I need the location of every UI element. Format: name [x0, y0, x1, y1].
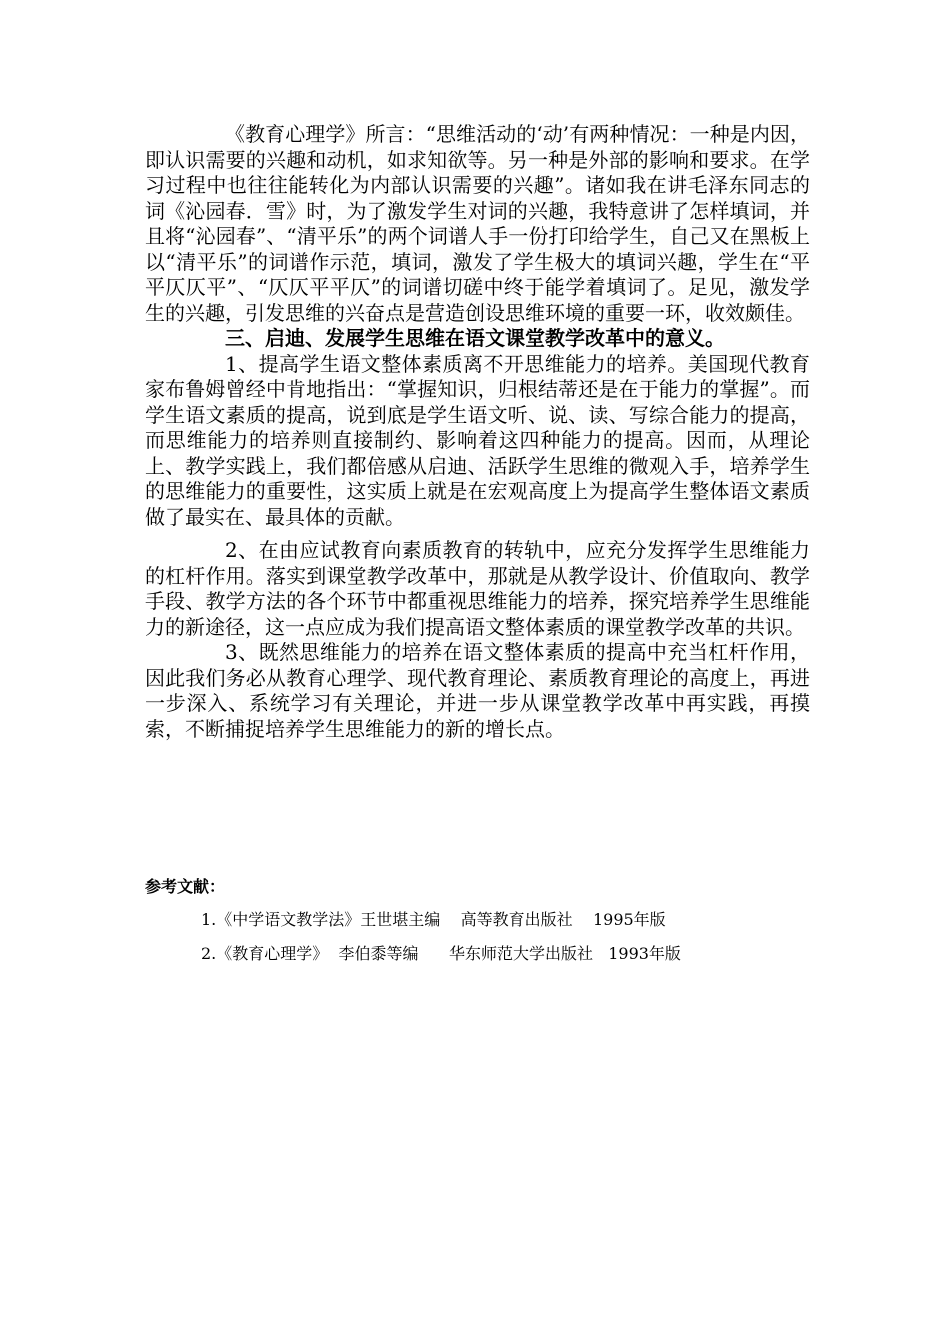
paragraph-point-2: 2、在由应试教育向素质教育的转轨中，应充分发挥学生思维能力的杠杆作用。落实到课堂教学改革中，那就是从教学设计、价值取向、教学手段、教学方法的各个环节中都重视思维能力的培养，探究培养学生思维能力的新途径，这一点应成为我们提高语文整体素质的课堂教学改革的共识。 [145, 538, 810, 639]
section-heading: 三、启迪、发展学生思维在语文课堂教学改革中的意义。 [225, 326, 725, 350]
references-list [201, 906, 681, 974]
paragraph-point-3: 3、既然思维能力的培养在语文整体素质的提高中充当杠杆作用，因此我们务必从教育心理学、现代教育理论、素质教育理论的高度上，再进一步深入、系统学习有关理论，并进一步从课堂教学改革中再实践，再摸索，不断捕捉培养学生思维能力的新的增长点。 [145, 640, 810, 741]
paragraph-intro: 《教育心理学》所言：“思维活动的‘动’有两种情况：一种是内因，即认识需要的兴趣和动机，如求知欲等。另一种是外部的影响和要求。在学习过程中也往往能转化为内部认识需要的兴趣”。诸如我在讲毛泽东同志的词《沁园春．雪》时，为了激发学生对词的兴趣，我特意讲了怎样填词，并且将“沁园春”、“清平乐”的两个词谱人手一份打印给学生，自己又在黑板上以“清平乐”的词谱作示范，填词，激发了学生极大的填词兴趣，学生在“平平仄仄平”、“仄仄平平仄”的词谱切磋中终于能学着填词了。足见，激发学生的兴趣，引发思维的兴奋点是营造创设思维环境的重要一环，收效颇佳。 [145, 122, 810, 325]
paragraph-point-1: 1、提高学生语文整体素质离不开思维能力的培养。美国现代教育家布鲁姆曾经中肯地指出：“掌握知识，归根结蒂还是在于能力的掌握”。而学生语文素质的提高，说到底是学生语文听、说、读、写综合能力的提高，而思维能力的培养则直接制约、影响着这四种能力的提高。因而，从理论上、教学实践上，我们都倍感从启迪、活跃学生思维的微观入手，培养学生的思维能力的重要性，这实质上就是在宏观高度上为提高学生整体语文素质做了最实在、最具体的贡献。 [145, 351, 810, 529]
reference-item: 1.《中学语文教学法》王世堪主编 高等教育出版社 1995年版 [201, 910, 666, 929]
document-body [145, 122, 810, 742]
references-title: 参考文献： [145, 877, 226, 896]
reference-item: 2.《教育心理学》 李伯黍等编 华东师范大学出版社 1993年版 [201, 944, 681, 963]
